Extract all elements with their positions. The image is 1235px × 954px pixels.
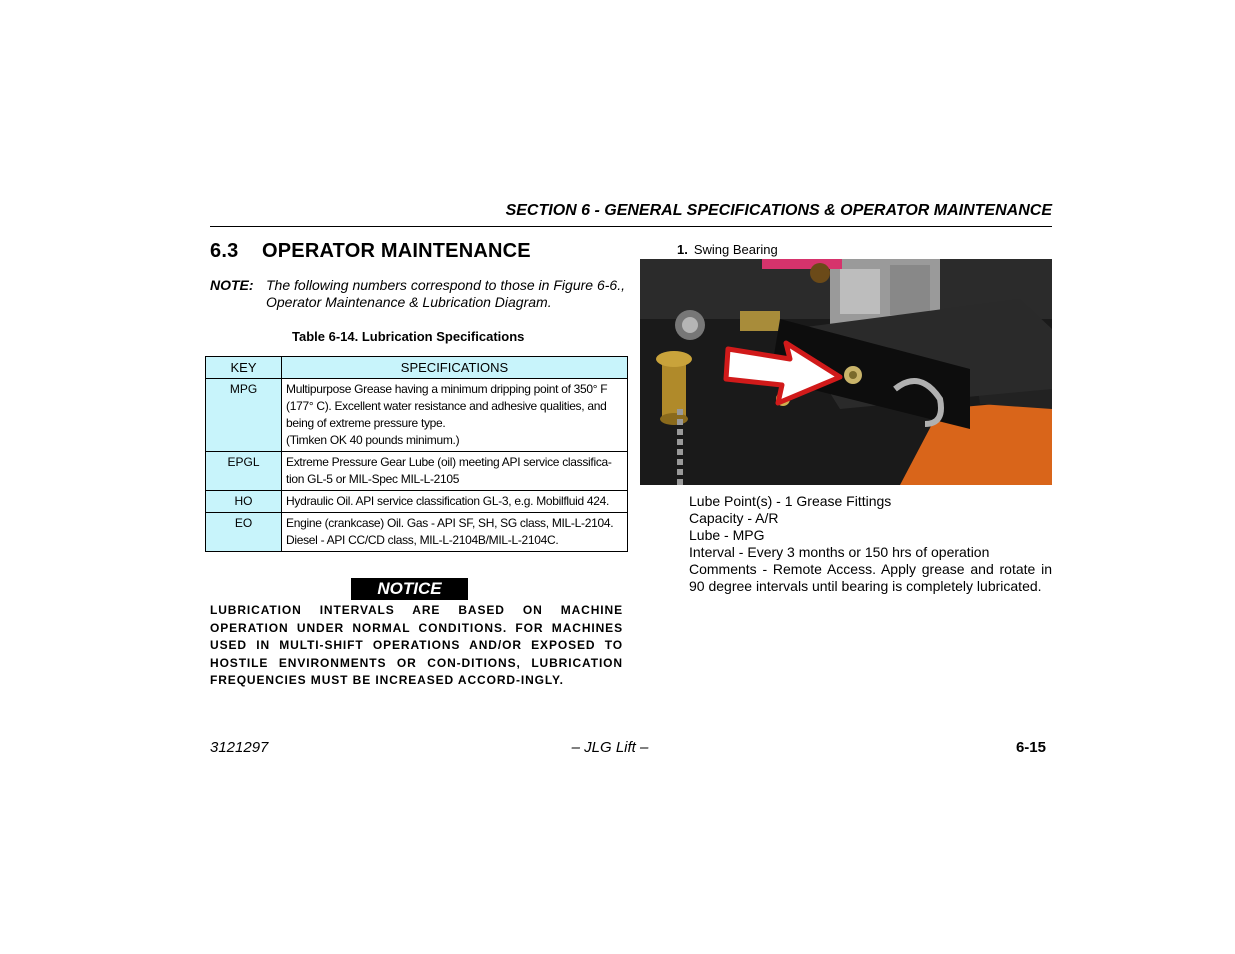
row-spec <box>282 452 628 491</box>
lube-interval: Interval - Every 3 months or 150 hrs of operation <box>689 544 990 560</box>
spec-line: Multipurpose Grease having a minimum dripping point of 350° F (177° C). Excellent water resistance and adhesive qualities, and being of extreme pressure type. <box>286 382 608 430</box>
row-spec <box>282 491 628 513</box>
note-block <box>210 277 625 311</box>
row-key: HO <box>206 491 282 513</box>
spec-line: Hydraulic Oil. API service classification GL-3, e.g. Mobilfluid 424. <box>286 494 610 508</box>
table-header-row <box>206 357 628 379</box>
spec-line: Diesel - API CC/CD class, MIL-L-2104B/MIL-L-2104C. <box>286 533 559 547</box>
section-header: SECTION 6 - GENERAL SPECIFICATIONS & OPERATOR MAINTENANCE <box>505 202 1052 219</box>
figure-caption <box>677 242 778 257</box>
lube-capacity: Capacity - A/R <box>689 510 779 526</box>
swing-bearing-photo <box>640 259 1052 485</box>
document-number: 3121297 <box>210 739 269 756</box>
row-key: EPGL <box>206 452 282 491</box>
lubrication-spec-table <box>205 356 628 552</box>
lube-type: Lube - MPG <box>689 527 765 543</box>
page-number: 6-15 <box>1015 739 1046 756</box>
lube-comments: Comments - Remote Access. Apply grease and rotate in 90 degree intervals until bearing is completely lubricated. <box>689 561 1052 594</box>
section-number: 6.3 <box>210 240 239 262</box>
header-specifications: SPECIFICATIONS <box>282 357 628 379</box>
section-title: OPERATOR MAINTENANCE <box>262 240 531 262</box>
notice-text: LUBRICATION INTERVALS ARE BASED ON MACHINE OPERATION UNDER NORMAL CONDITIONS. FOR MACHINES USED IN MULTI-SHIFT OPERATIONS AND/OR EXPOSED TO HOSTILE ENVIRONMENTS OR CON-DITIONS, LUBRICATION FREQUENCIES MUST BE INCREASED ACCORD-INGLY. <box>210 603 623 687</box>
lube-info <box>689 493 1052 595</box>
spec-line: (Timken OK 40 pounds minimum.) <box>286 433 460 447</box>
row-spec <box>282 513 628 552</box>
footer-brand: – JLG Lift – <box>571 739 649 756</box>
notice-badge: NOTICE <box>351 578 468 600</box>
table-row <box>206 379 628 452</box>
table-row <box>206 513 628 552</box>
table-caption: Table 6-14. Lubrication Specifications <box>292 329 525 344</box>
table-row <box>206 491 628 513</box>
table-row <box>206 452 628 491</box>
lube-points: Lube Point(s) - 1 Grease Fittings <box>689 493 892 509</box>
row-key: MPG <box>206 379 282 452</box>
row-key: EO <box>206 513 282 552</box>
header-key: KEY <box>206 357 282 379</box>
page-title <box>210 240 531 263</box>
spec-line: Engine (crankcase) Oil. Gas - API SF, SH, SG class, MIL-L-2104. <box>286 516 614 530</box>
header-rule <box>210 226 1052 227</box>
note-label: NOTE: <box>210 277 254 293</box>
row-spec <box>282 379 628 452</box>
figure-title: Swing Bearing <box>693 242 778 257</box>
figure-number: 1. <box>677 242 688 257</box>
note-text: The following numbers correspond to those in Figure 6-6., Operator Maintenance & Lubrication Diagram. <box>266 277 625 310</box>
spec-line: Extreme Pressure Gear Lube (oil) meeting API service classifica-tion GL-5 or MIL-Spec MIL-L-2105 <box>286 455 612 486</box>
